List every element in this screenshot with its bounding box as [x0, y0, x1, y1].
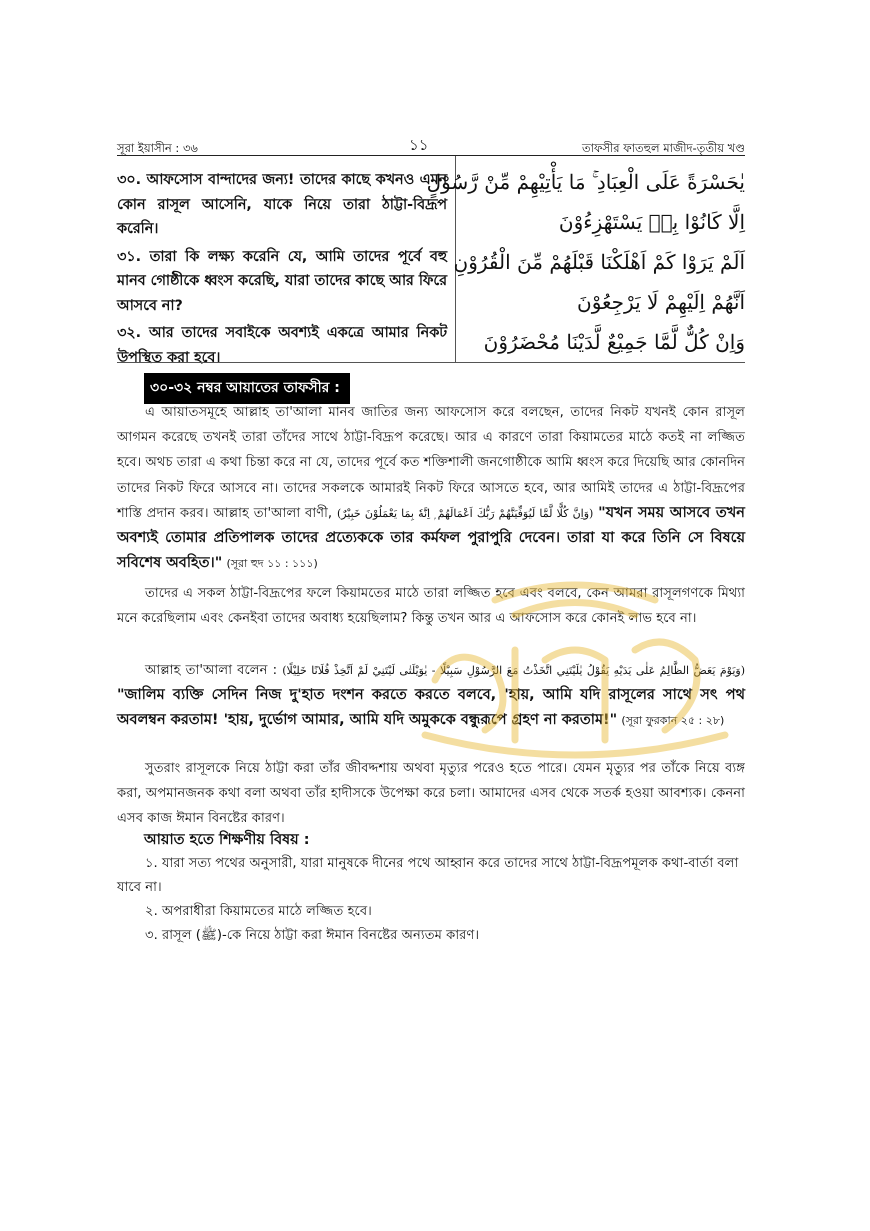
quran-quote-translation: "যখন সময় আসবে তখন অবশ্যই তোমার প্রতিপালক তাদের প্রত্যেককে তার কর্মফল পুরাপুরি দেবেন। তারা যা করে তিনি সে বিষয়ে সবিশেষ অবহিত।"	[117, 504, 745, 572]
book-title: তাফসীর ফাতহুল মাজীদ-তৃতীয় খণ্ড	[582, 141, 745, 155]
lesson-item: ৩. রাসূল (ﷺ)-কে নিয়ে ঠাট্টা করা ঈমান বিনষ্টের অন্যতম কারণ।	[145, 928, 480, 943]
translation-verse-32: ৩২. আর তাদের সবাইকে অবশ্যই একত্রে আমার নিকট উপস্থিত করা হবে।	[117, 325, 447, 366]
section-title: ৩০-৩২ নম্বর আয়াতের তাফসীর :	[144, 373, 350, 404]
arabic-line: اَلَمْ يَرَوْا كَمْ اَهْلَكْنَا قَبْلَهُمْ مِّنَ الْقُرُوْنِ	[453, 250, 745, 274]
lesson-item: ১. যারা সত্য পথের অনুসারী, যারা মানুষকে দীনের পথে আহ্বান করে তাদের সাথে ঠাট্টা-বিদ্রূপমূলক কথা-বার্তা বলা যাবে না।	[117, 856, 739, 895]
lessons-title: আয়াত হতে শিক্ষণীয় বিষয় :	[144, 832, 310, 848]
page-header	[117, 134, 745, 156]
arabic-column	[426, 162, 745, 362]
arabic-line: اَنَّهُمْ اِلَيْهِمْ لَا يَرْجِعُوْنَ	[577, 290, 745, 314]
para1-text: এ আয়াতসমূহে আল্লাহ তা'আলা মানব জাতির জন্য আফসোস করে বলছেন, তাদের নিকট যখনই কোন রাসূল আগমন করেছে তখনই তারা তাঁদের সাথে ঠাট্টা-বিদ্রূপ করেছে। আর এ কারণে তারা কিয়ামতের মাঠে কতই না লজ্জিত হবে। অথচ তারা এ কথা চিন্তা করে না যে, তাদের পূর্বে কত শক্তিশালী জনগোষ্ঠীকে আমি ধ্বংস করে দিয়েছি আর কোনদিন তাদের নিকট ফিরে আসবে না। তাদের সকলকে আমারই নিকট ফিরে আসতে হবে, আর আমিই তাদের এ ঠাট্টা-বিদ্রূপের শাস্তি প্রদান করব। আল্লাহ তা'আলা বাণী,	[117, 405, 745, 521]
arabic-line: اِلَّا كَانُوْا بِهٖ يَسْتَهْزِءُوْنَ	[558, 210, 745, 234]
quran-reference: (সূরা ফুরকান ২৫ : ২৮)	[621, 714, 725, 728]
quran-quote-translation: "জালিম ব্যক্তি সেদিন নিজ দু'হাত দংশন করতে করতে বলবে, 'হায়, আমি যদি রাসূলের সাথে সৎ পথ অবলম্বন করতাম! 'হায়, দুর্ভোগ আমার, আমি যদি অমুককে বন্ধুরূপে গ্রহণ না করতাম!"	[117, 687, 745, 729]
translation-verse-31: ৩১. তারা কি লক্ষ্য করেনি যে, আমি তাদের পূর্বে বহু মানব গোষ্ঠীকে ধ্বংস করেছি, যারা তাদের কাছে আর ফিরে আসবে না?	[117, 248, 447, 314]
quran-quote-arabic: (وَاِنَّ كُلًّا لَّمَّا لَيُوَفِّيَنَّهُمْ رَبُّكَ اَعْمَالَهُمْ ۭ اِنَّهٗ بِمَا يَعْمَلُوْنَ خَبِيْرٌ)	[336, 506, 594, 520]
para4-text: সুতরাং রাসূলকে নিয়ে ঠাট্টা করা তাঁর জীবদ্দশায় অথবা মৃত্যুর পরেও হতে পারে। যেমন মৃত্যুর পর তাঁকে নিয়ে ব্যঙ্গ করা, অপমানজনক কথা বলা অথবা তাঁর হাদীসকে উপেক্ষা করে চলা। আমাদের এসব থেকে সতর্ক হওয়া আবশ্যক। কেননা এসব কাজ ঈমান বিনষ্টের কারণ।	[117, 761, 745, 827]
para3-intro: আল্লাহ তা'আলা বলেন :	[145, 663, 278, 678]
translation-column	[117, 168, 447, 373]
translation-verse-30: ৩০. আফসোস বান্দাদের জন্য! তাদের কাছে কখনও এমন কোন রাসূল আসেনি, যাকে নিয়ে তারা ঠাট্টা-বিদ্রূপ করেনি।	[117, 172, 447, 237]
tafsir-paragraph-4	[117, 756, 745, 832]
quran-quote-arabic: (وَيَوْمَ يَعَضُّ الظَّالِمُ عَلٰى يَدَيْهِ يَقُوْلُ يٰلَيْتَنِي اتَّخَذْتُ مَعَ الرَّسُوْلِ سَبِيْلًا - يٰوَيْلَتٰى لَيْتَنِيْ لَمْ اَتَّخِذْ فُلَانًا خَلِيْلًا)	[282, 664, 745, 677]
para2-text: তাদের এ সকল ঠাট্টা-বিদ্রূপের ফলে কিয়ামতের মাঠে তারা লজ্জিত হবে এবং বলবে, কেন আমরা রাসূলগণকে মিথ্যা মনে করেছিলাম এবং কেনইবা তাদের অবাধ্য হয়েছিলাম? কিন্তু তখন আর এ আফসোস করে কোনই লাভ হবে না।	[117, 586, 745, 627]
tafsir-paragraph-2	[117, 581, 745, 631]
tafsir-paragraph-3	[117, 658, 745, 734]
arabic-line: وَاِنْ كُلٌّ لَّمَّا جَمِيْعٌ لَّدَيْنَا مُحْضَرُوْنَ	[483, 330, 745, 354]
surah-label: সূরা ইয়াসীন : ৩৬	[117, 141, 198, 155]
header-rule	[117, 155, 745, 156]
quran-reference: (সূরা হুদ ১১ : ১১১)	[226, 557, 318, 571]
lesson-item: ২. অপরাধীরা কিয়ামতের মাঠে লজ্জিত হবে।	[145, 904, 372, 919]
verse-box-rule	[117, 362, 745, 363]
lessons-list	[117, 852, 745, 948]
page-number: ১১	[409, 136, 429, 154]
arabic-line: يٰحَسْرَةً عَلَى الْعِبَادِ ۚ مَا يَأْتِيْهِمْ مِّنْ رَّسُوْلٍ	[426, 170, 745, 194]
tafsir-paragraph-1	[117, 400, 745, 576]
